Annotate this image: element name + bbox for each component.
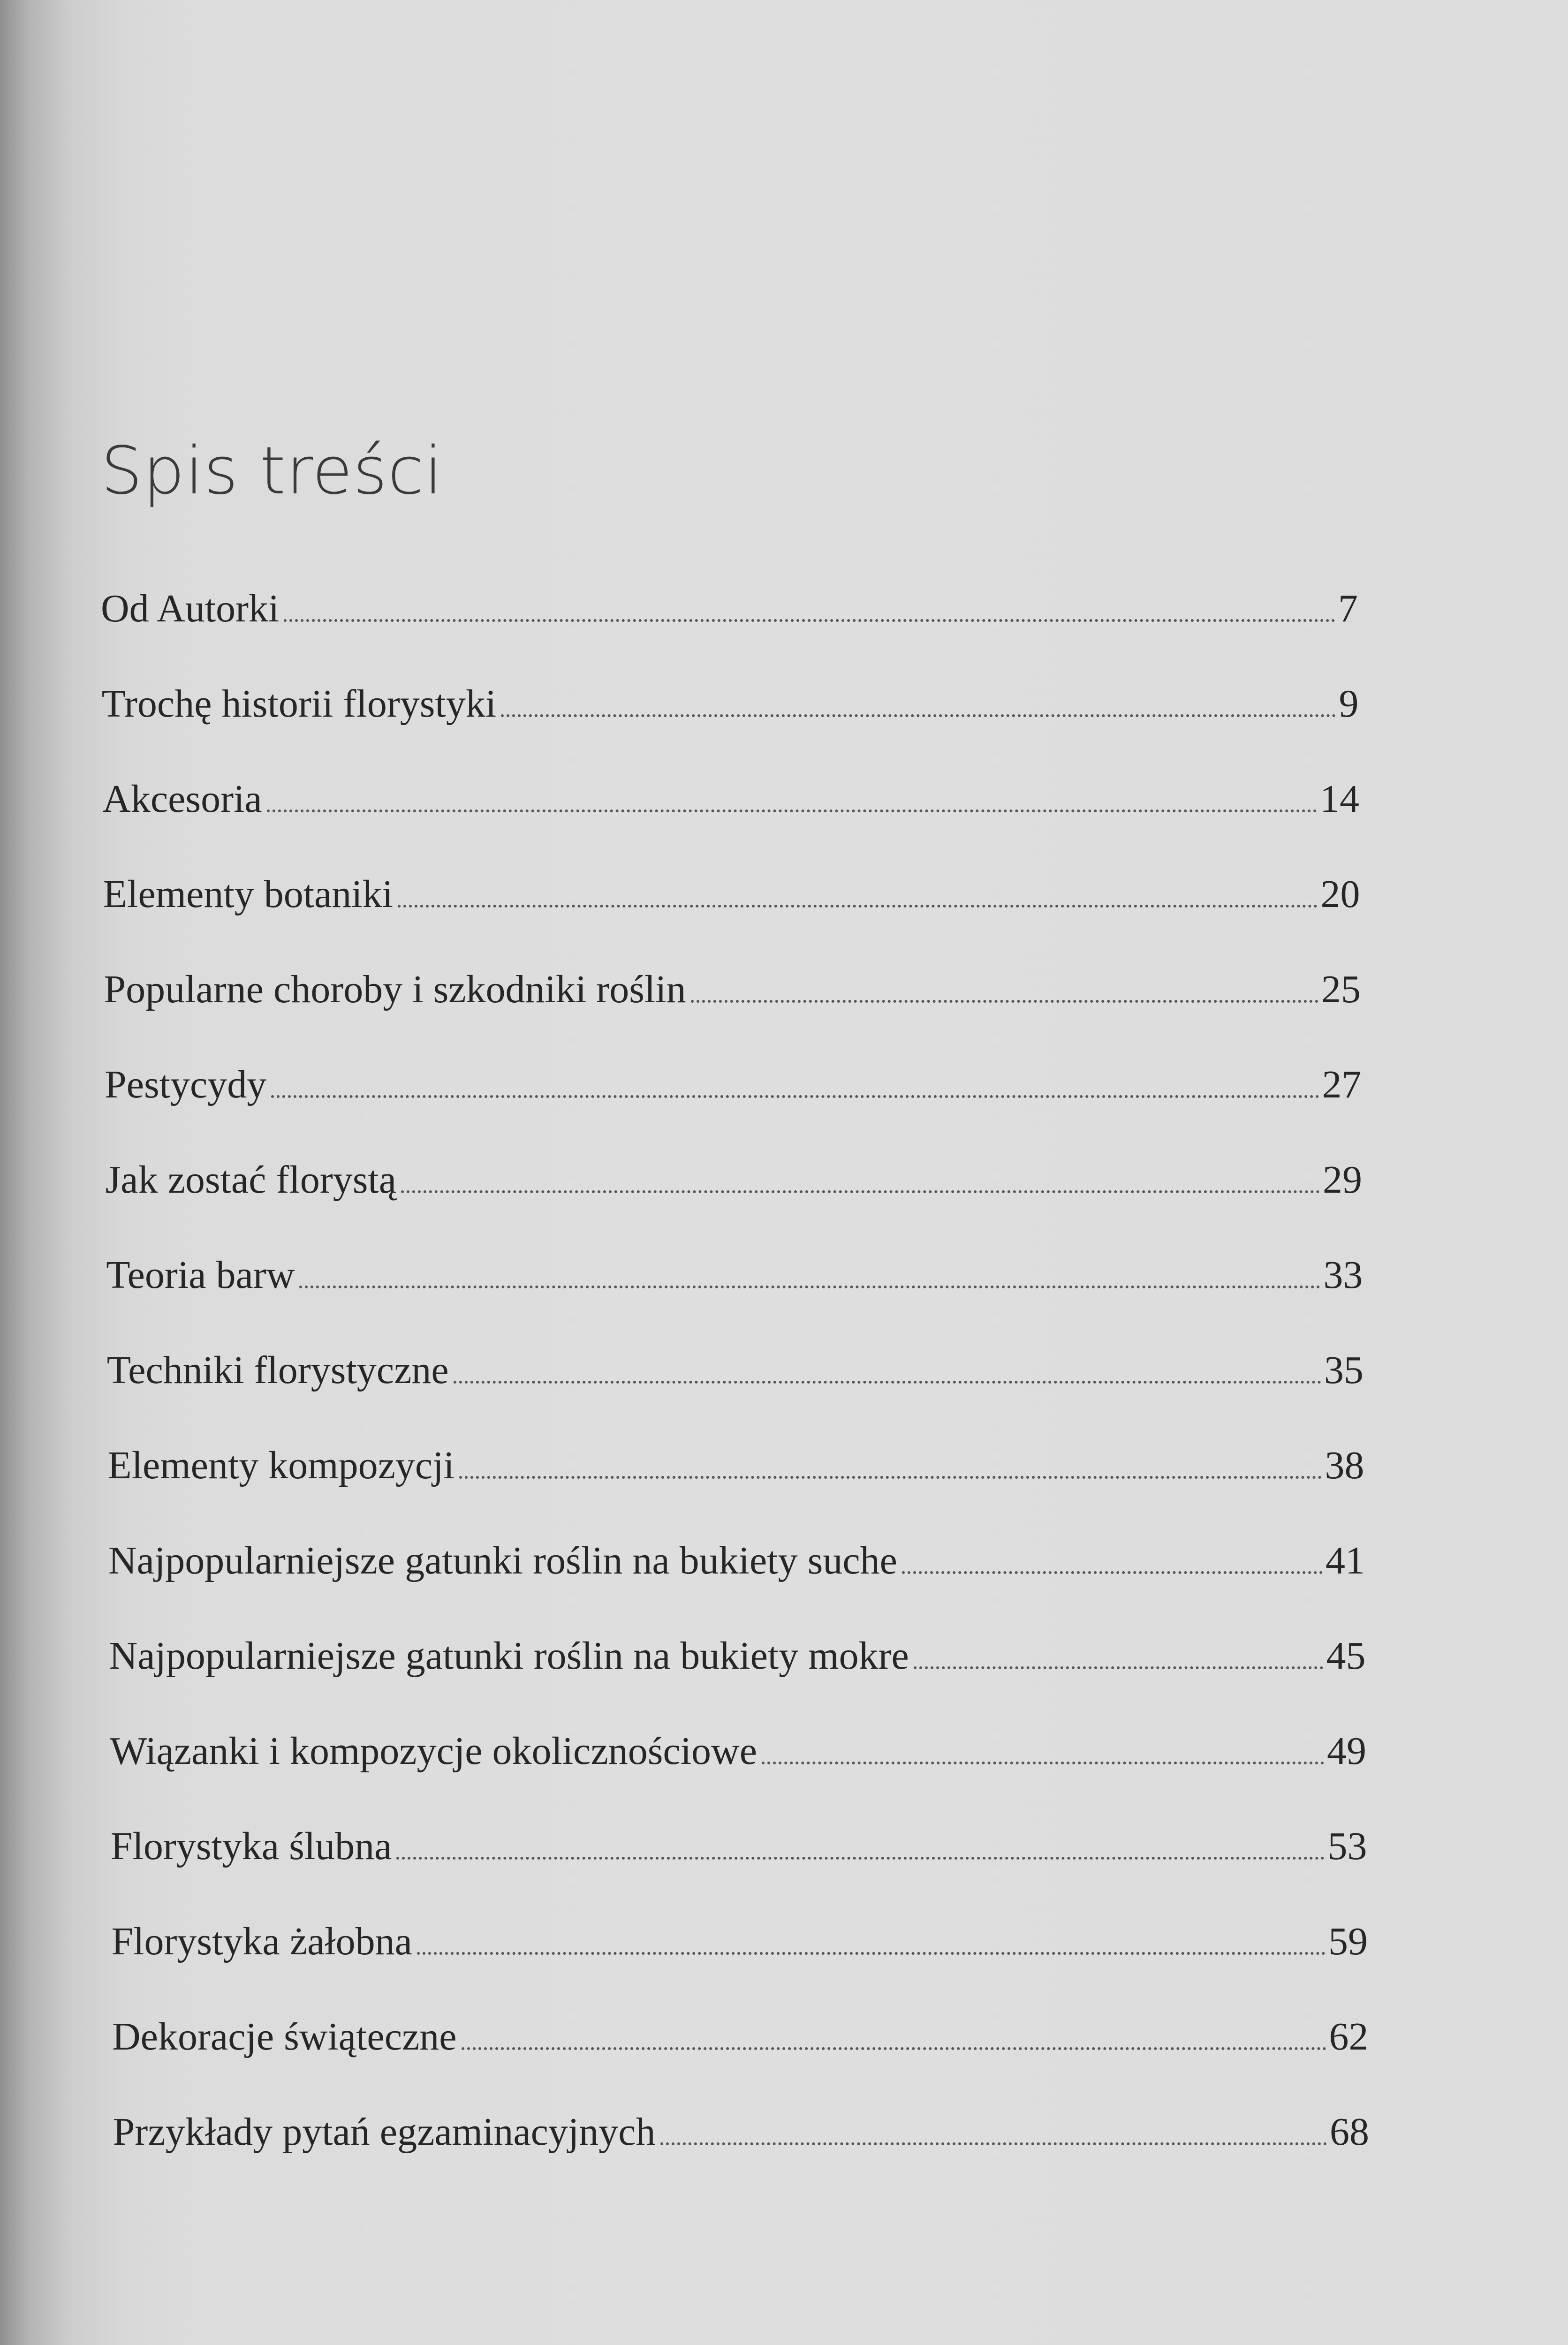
dot-leader — [459, 1476, 1322, 1479]
toc-entry-page-number: 45 — [1326, 1634, 1366, 1678]
toc-entry-label: Trochę historii florystyki — [101, 682, 497, 726]
toc-entry-label: Elementy kompozycji — [107, 1444, 454, 1487]
dot-leader — [398, 905, 1318, 908]
toc-entry-pestycydy — [105, 1048, 1362, 1104]
dot-leader — [299, 1286, 1320, 1288]
toc-entry-label: Od Autorki — [101, 587, 280, 630]
toc-entry-label: Teoria barw — [106, 1253, 295, 1297]
toc-entry-page-number: 35 — [1324, 1348, 1363, 1392]
toc-entry-elementy-kompozycji — [107, 1429, 1364, 1485]
toc-entry-historia-florystyki — [102, 667, 1359, 724]
toc-entry-page-number: 33 — [1323, 1253, 1363, 1297]
dot-leader — [284, 619, 1335, 622]
toc-entry-page-number: 53 — [1327, 1824, 1367, 1868]
toc-entry-label: Wiązanki i kompozycje okolicznościowe — [110, 1729, 757, 1773]
toc-entry-bukiety-mokre — [109, 1619, 1366, 1676]
toc-entry-techniki-florystyczne — [107, 1334, 1363, 1390]
toc-entry-page-number: 14 — [1319, 777, 1359, 821]
toc-entry-label: Pestycydy — [105, 1063, 267, 1106]
toc-entry-label: Florystyka żałobna — [111, 1920, 412, 1963]
toc-entry-page-number: 68 — [1329, 2110, 1369, 2154]
toc-entry-teoria-barw — [106, 1239, 1363, 1295]
toc-entry-bukiety-suche — [108, 1524, 1365, 1581]
dot-leader — [902, 1571, 1323, 1574]
toc-entry-page-number: 49 — [1326, 1729, 1366, 1773]
toc-entry-label: Jak zostać florystą — [105, 1158, 397, 1202]
dot-leader — [914, 1666, 1324, 1669]
toc-entry-page-number: 41 — [1326, 1539, 1365, 1582]
toc-entry-elementy-botaniki — [103, 858, 1360, 914]
dot-leader — [401, 1190, 1320, 1193]
dot-leader — [267, 809, 1317, 812]
dot-leader — [462, 2047, 1326, 2050]
toc-entry-pytania-egzaminacyjne — [113, 2095, 1369, 2152]
toc-entry-wiazanki-okolicznosciowe — [110, 1715, 1366, 1771]
dot-leader — [417, 1952, 1326, 1955]
dot-leader — [501, 714, 1336, 717]
toc-entry-florystyka-slubna — [111, 1810, 1367, 1866]
toc-entry-choroby-szkodniki — [104, 953, 1361, 1009]
dot-leader — [271, 1095, 1319, 1098]
toc-entry-od-autorki — [101, 572, 1358, 628]
toc-entry-dekoracje-swiateczne — [112, 2000, 1369, 2057]
dot-leader — [660, 2142, 1327, 2145]
toc-entry-page-number: 29 — [1322, 1158, 1362, 1202]
dot-leader — [396, 1857, 1325, 1860]
toc-entry-label: Florystyka ślubna — [110, 1824, 392, 1868]
toc-entry-akcesoria — [102, 763, 1359, 819]
toc-entry-page-number: 7 — [1338, 587, 1358, 630]
toc-entry-label: Dekoracje świąteczne — [112, 2015, 457, 2058]
toc-entry-page-number: 59 — [1328, 1920, 1368, 1963]
dot-leader — [762, 1762, 1324, 1764]
toc-entry-label: Najpopularniejsze gatunki roślin na bukiety mokre — [109, 1634, 909, 1678]
page-title: Spis treści — [101, 433, 443, 509]
toc-entry-label: Akcesoria — [102, 777, 262, 821]
toc-entry-page-number: 9 — [1339, 682, 1359, 726]
dot-leader — [691, 1000, 1318, 1003]
toc-entry-page-number: 27 — [1322, 1063, 1362, 1106]
toc-entry-page-number: 62 — [1329, 2015, 1369, 2058]
toc-entry-label: Popularne choroby i szkodniki roślin — [104, 968, 686, 1011]
toc-entry-label: Najpopularniejsze gatunki roślin na bukiety suche — [108, 1539, 897, 1582]
toc-entry-page-number: 20 — [1320, 872, 1360, 916]
toc-entry-page-number: 25 — [1321, 968, 1361, 1011]
dot-leader — [454, 1381, 1321, 1384]
toc-entry-florystyka-zalobna — [111, 1905, 1368, 1961]
toc-entry-label: Przykłady pytań egzaminacyjnych — [113, 2110, 656, 2154]
toc-entry-jak-zostac-florysta — [106, 1143, 1362, 1200]
toc-entry-page-number: 38 — [1325, 1444, 1364, 1487]
toc-entry-label: Techniki florystyczne — [106, 1348, 449, 1392]
toc-entry-label: Elementy botaniki — [103, 872, 393, 916]
